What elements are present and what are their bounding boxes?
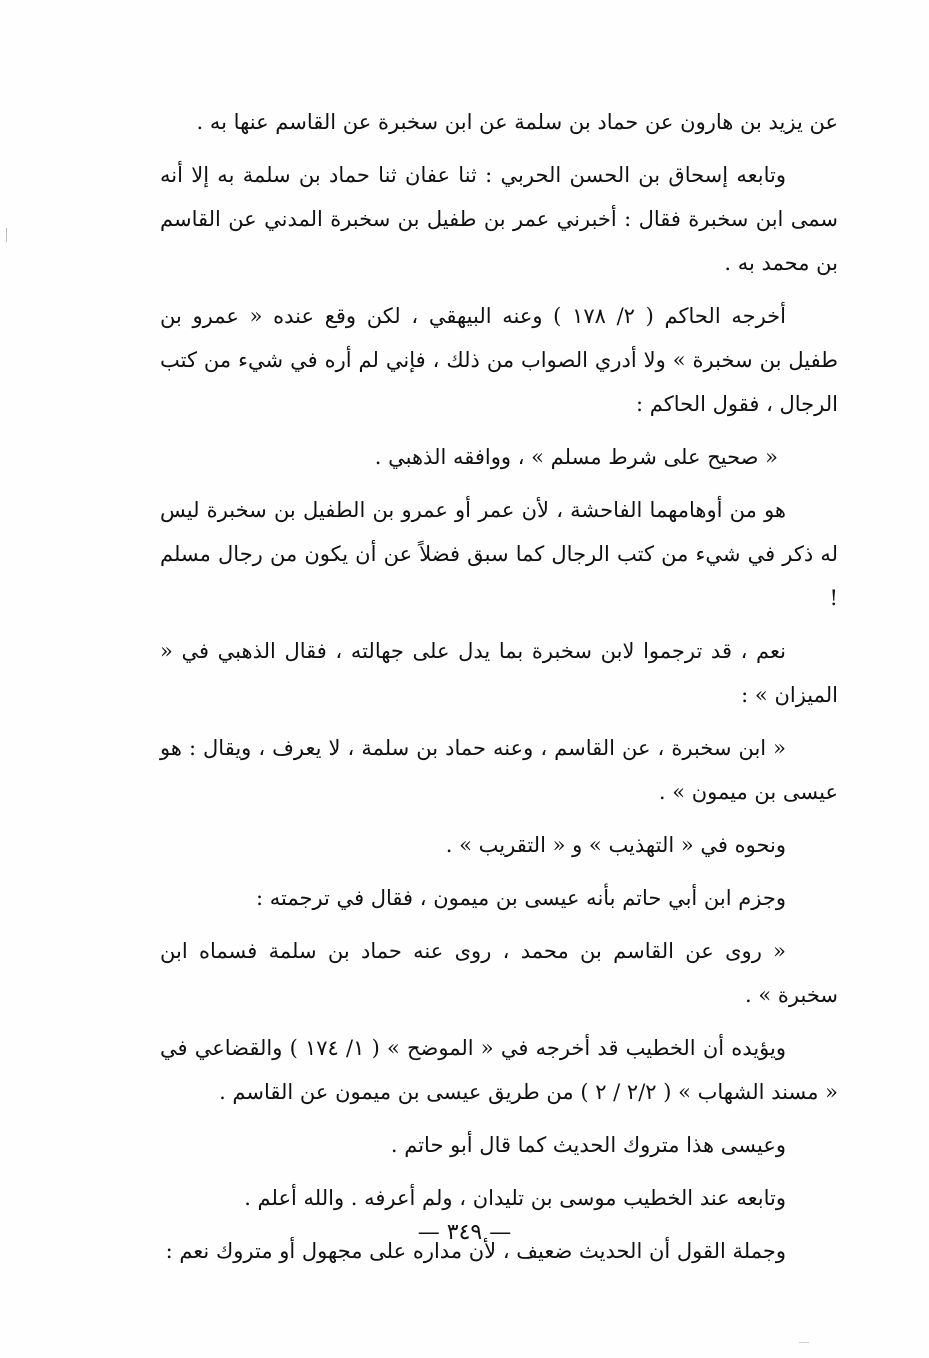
scan-mark-bottom — [799, 1342, 809, 1343]
paragraph-2: وتابعه إسحاق بن الحسن الحربي : ثنا عفان ثنا حماد بن سلمة به إلا أنه سمى ابن سخبرة فقال : أخبرني عمر بن طفيل بن سخبرة المدني عن القاسم بن محمد به . — [160, 163, 838, 275]
quote-hakim: « صحيح على شرط مسلم » ، ووافقه الذهبي . — [374, 445, 778, 469]
body-text — [160, 100, 838, 1282]
paragraph-5: نعم ، قد ترجموا لابن سخبرة بما يدل على جهالته ، فقال الذهبي في « الميزان » : — [160, 639, 838, 707]
paragraph-8: ويؤيده أن الخطيب قد أخرجه في « الموضح » ( ١/ ١٧٤ ) والقضاعي في « مسند الشهاب » ( ٢/٢ / ٢ ) من طريق عيسى بن ميمون عن القاسم . — [160, 1036, 838, 1104]
paragraph-3: أخرجه الحاكم ( ٢/ ١٧٨ ) وعنه البيهقي ، لكن وقع عنده « عمرو بن طفيل بن سخبرة » ولا أدري الصواب من ذلك ، فإني لم أره في شيء من كتب الرجال ، فقول الحاكم : — [160, 304, 838, 416]
quote-abi-hatim: « روى عن القاسم بن محمد ، روى عنه حماد بن سلمة فسماه ابن سخبرة » . — [160, 939, 838, 1007]
page-number: — ٣٤٩ — — [417, 1220, 512, 1245]
paragraph-4: هو من أوهامهما الفاحشة ، لأن عمر أو عمرو بن الطفيل بن سخبرة ليس له ذكر في شيء من كتب الرجال كما سبق فضلاً عن أن يكون من رجال مسلم ! — [160, 498, 838, 610]
paragraph-7: وجزم ابن أبي حاتم بأنه عيسى بن ميمون ، فقال في ترجمته : — [255, 886, 786, 910]
paragraph-1: عن يزيد بن هارون عن حماد بن سلمة عن ابن سخبرة عن القاسم عنها به . — [196, 110, 838, 134]
scan-mark — [6, 228, 7, 242]
paragraph-11: وجملة القول أن الحديث ضعيف ، لأن مداره على مجهول أو متروك نعم : — [165, 1239, 786, 1263]
paragraph-9: وعيسى هذا متروك الحديث كما قال أبو حاتم . — [390, 1133, 786, 1157]
paragraph-10: وتابعه عند الخطيب موسى بن تليدان ، ولم أعرفه . والله أعلم . — [244, 1186, 786, 1210]
quote-mizan: « ابن سخبرة ، عن القاسم ، وعنه حماد بن سلمة ، لا يعرف ، ويقال : هو عيسى بن ميمون » . — [160, 736, 838, 804]
paragraph-6: ونحوه في « التهذيب » و « التقريب » . — [445, 833, 786, 857]
